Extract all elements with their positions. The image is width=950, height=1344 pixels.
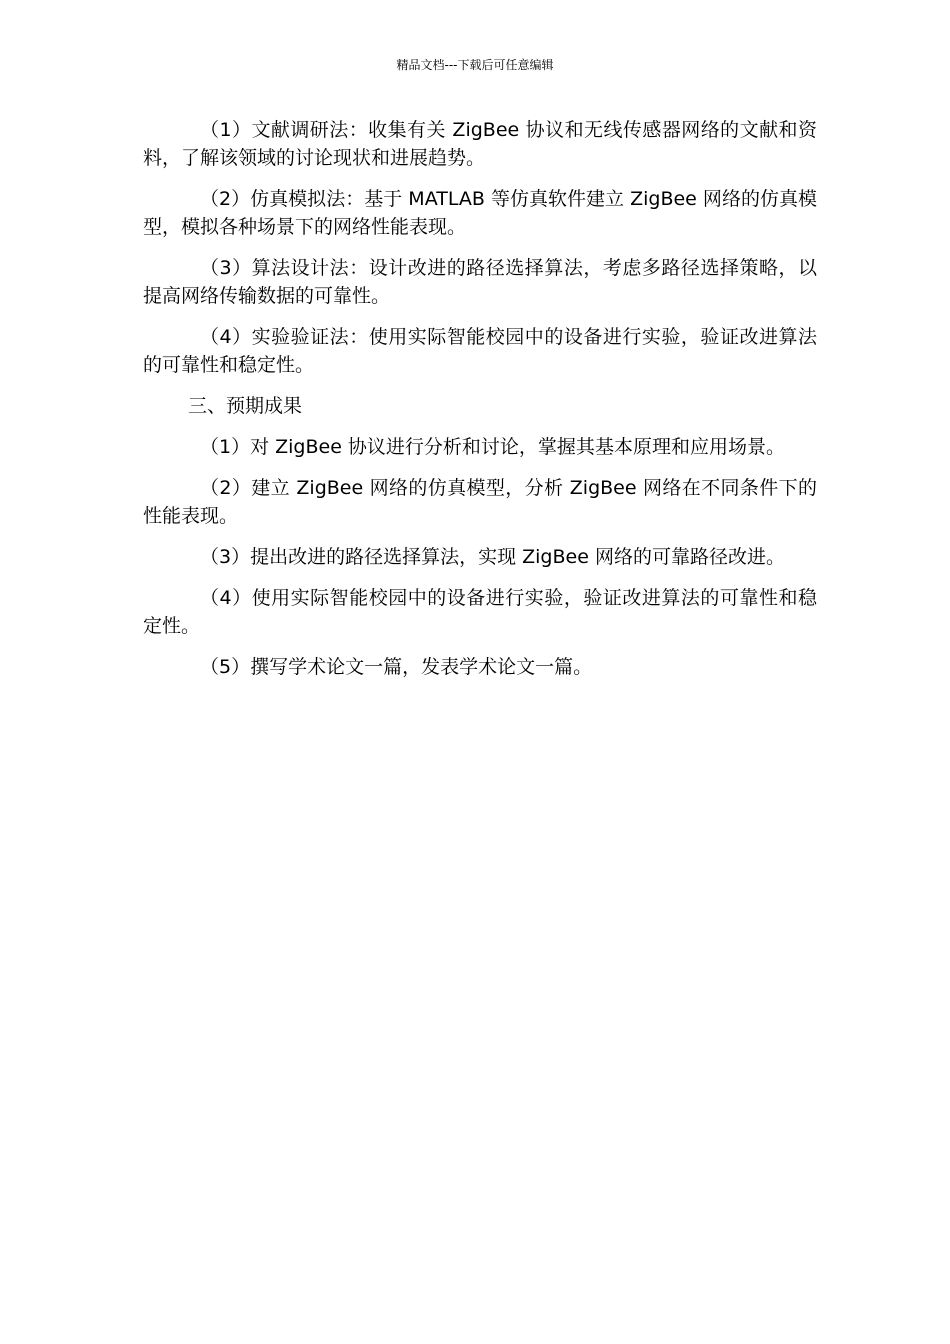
result-paragraph-5: （5）撰写学术论文一篇，发表学术论文一篇。 — [200, 656, 593, 678]
page-header: 精品文档---下载后可任意编辑 — [396, 58, 554, 72]
result-paragraph-3: （3）提出改进的路径选择算法，实现 ZigBee 网络的可靠路径改进。 — [200, 546, 785, 568]
result-paragraph-1: （1）对 ZigBee 协议进行分析和讨论，掌握其基本原理和应用场景。 — [200, 436, 785, 458]
method-paragraph-4: （4）实验验证法：使用实际智能校园中的设备进行实验，验证改进算法的可靠性和稳定性。 — [143, 326, 817, 376]
result-paragraph-4: （4）使用实际智能校园中的设备进行实验，验证改进算法的可靠性和稳定性。 — [143, 587, 817, 637]
document-body — [143, 116, 817, 694]
method-paragraph-3: （3）算法设计法：设计改进的路径选择算法，考虑多路径选择策略，以提高网络传输数据的可靠性。 — [143, 257, 817, 307]
method-paragraph-2: （2）仿真模拟法：基于 MATLAB 等仿真软件建立 ZigBee 网络的仿真模型，模拟各种场景下的网络性能表现。 — [143, 188, 817, 238]
method-paragraph-1: （1）文献调研法：收集有关 ZigBee 协议和无线传感器网络的文献和资料，了解该领域的讨论现状和进展趋势。 — [143, 119, 817, 169]
result-paragraph-2: （2）建立 ZigBee 网络的仿真模型，分析 ZigBee 网络在不同条件下的性能表现。 — [143, 477, 817, 527]
section-heading-expected-results: 三、预期成果 — [188, 395, 303, 417]
